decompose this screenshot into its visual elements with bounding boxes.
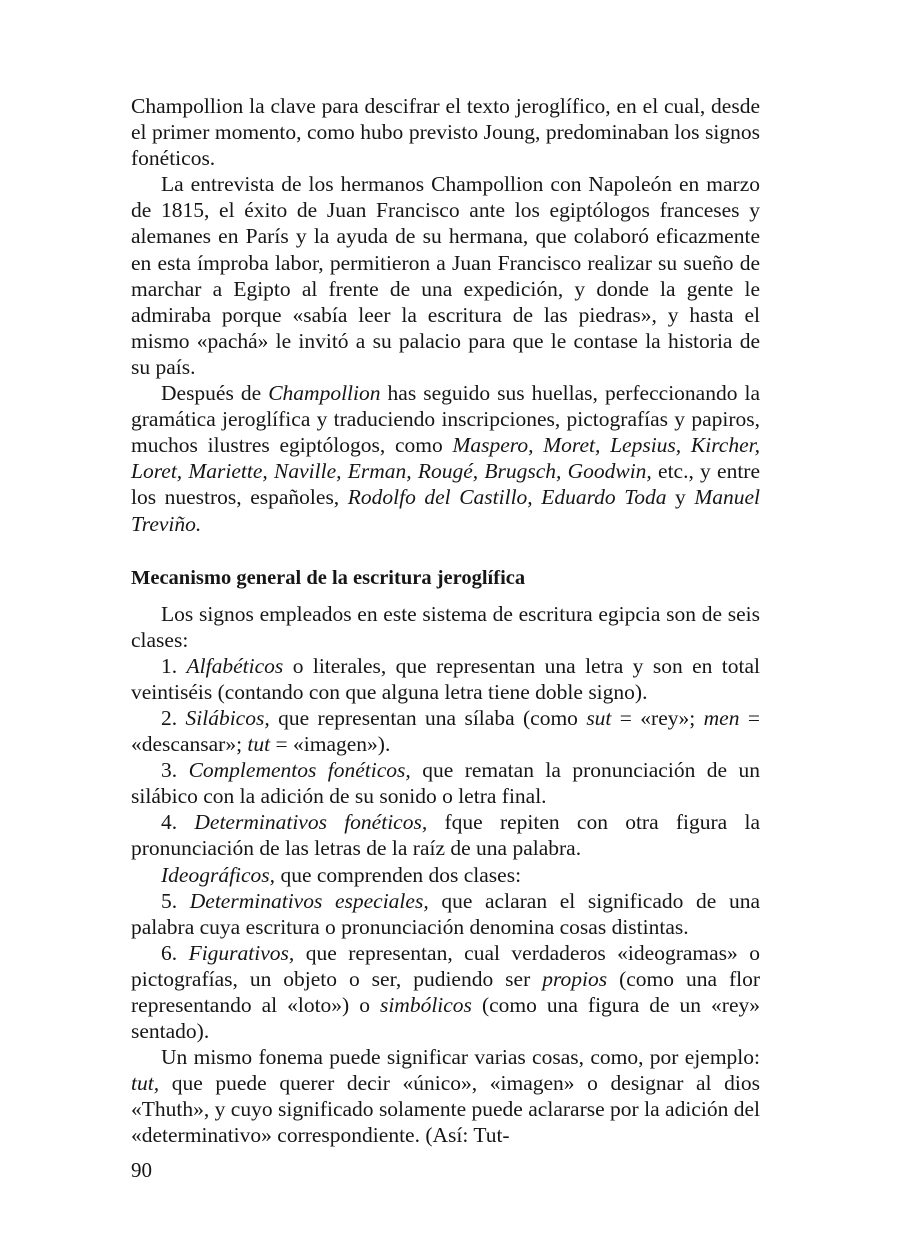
paragraph: [131, 862, 760, 888]
italic-text: Determinativos fonéticos,: [194, 810, 428, 835]
italic-text: Ideográficos,: [161, 862, 276, 887]
text-run: Después de: [161, 381, 269, 406]
italic-text: men: [703, 705, 740, 730]
paragraph: [131, 653, 760, 705]
italic-text: Determinativos especiales,: [189, 888, 429, 913]
text-run: Champollion la clave para descifrar el texto jeroglífico, en el cual, desde el primer momento, como hubo previsto Joung, predominaban los signos fonéticos.: [131, 94, 760, 171]
text-run: que aclaran el significado de una palabra cuya escritura o pronunciación denomina cosas distintas.: [131, 888, 761, 939]
text-run: La entrevista de los hermanos Champollion con Napoleón en marzo de 1815, el éxito de Juan Francisco ante los egiptólogos franceses y alemanes en París y la ayuda de su hermana, que colaboró eficazmente en esta ímproba labor, permitieron a Juan Francisco realizar su sueño de marchar a Egipto al frente de una expedición, y donde la gente le admiraba porque «sabía leer la escritura de las piedras», y hasta el mismo «pachá» le invitó a su palacio para que le contase la historia de su país.: [131, 172, 760, 379]
text-run: (como una flor representando al «loto») o: [131, 966, 760, 1017]
section-gap: [131, 537, 760, 565]
text-run: que rematan la pronunciación de un silábico con la adición de su sonido o letra final.: [131, 758, 760, 809]
text-run: etc., y entre los nuestros, españoles,: [131, 459, 760, 510]
italic-text: sut: [586, 705, 612, 730]
italic-text: Figurativos,: [188, 940, 295, 965]
section-heading: Mecanismo general de la escritura jeroglífica: [131, 566, 526, 589]
intro-text: [131, 93, 760, 537]
paragraph: [131, 171, 760, 380]
text-run: que puede querer decir «único», «imagen» o designar al dios «Thuth», y cuyo significado solamente puede aclararse por la adición del «determinativo» correspondiente. (Así: Tut-: [131, 1071, 760, 1148]
paragraph: [131, 93, 760, 171]
page-number: 90: [131, 1158, 152, 1182]
text-run: 5.: [161, 888, 190, 913]
paragraph: [131, 705, 760, 757]
paragraph: [131, 888, 760, 940]
text-run: 4.: [161, 810, 195, 835]
italic-text: tut,: [131, 1071, 160, 1096]
section-text: [131, 601, 760, 1149]
text-run: que comprenden dos clases:: [275, 862, 522, 887]
text-run: y: [666, 485, 695, 510]
paragraph: [131, 757, 760, 809]
text-run: Un mismo fonema puede significar varias cosas, como, por ejemplo:: [161, 1045, 760, 1070]
text-run: que representan una sílaba (como: [269, 705, 587, 730]
text-run: que representan, cual verdaderos «ideogramas» o pictografías, un objeto o ser, pudiendo ser: [131, 940, 760, 991]
italic-text: Silábicos,: [185, 705, 270, 730]
paragraph: [131, 940, 760, 1044]
paragraph: [131, 809, 760, 861]
italic-text: tut: [247, 732, 271, 757]
page-content: [131, 93, 760, 1149]
text-run: 3.: [161, 758, 189, 783]
italic-text: Champollion: [268, 381, 381, 406]
text-run: fque repiten con otra figura la pronunciación de las letras de la raíz de una palabra.: [131, 810, 761, 861]
text-run: 2.: [161, 705, 186, 730]
text-run: (como una figura de un «rey» sentado).: [131, 993, 760, 1044]
text-run: 1.: [161, 653, 187, 678]
text-run: = «imagen»).: [270, 732, 391, 757]
italic-text: Manuel Treviño.: [131, 485, 761, 536]
text-run: = «rey»;: [611, 705, 704, 730]
paragraph: [131, 380, 760, 537]
text-run: = «descansar»;: [131, 705, 760, 757]
italic-text: propios: [542, 966, 608, 991]
italic-text: simbólicos: [379, 993, 472, 1017]
italic-text: Maspero, Moret, Lepsius, Kircher, Loret, Mariette, Naville, Erman, Rougé, Brugsch, Goodwin,: [131, 433, 760, 484]
italic-text: Complementos fonéticos,: [188, 758, 411, 783]
paragraph: [131, 1044, 760, 1148]
italic-text: Rodolfo del Castillo, Eduardo Toda: [347, 485, 667, 510]
text-run: has seguido sus huellas, perfeccionando la gramática jeroglífica y traduciendo inscripciones, pictografías y papiros, muchos ilustres egiptólogos, como: [131, 381, 760, 458]
text-run: Los signos empleados en este sistema de escritura egipcia son de seis clases:: [131, 601, 760, 652]
paragraph: [131, 601, 760, 653]
text-run: o literales, que representan una letra y son en total veintiséis (contando con que alguna letra tiene doble signo).: [131, 653, 761, 704]
italic-text: Alfabéticos: [186, 653, 284, 678]
text-run: 6.: [161, 940, 189, 965]
